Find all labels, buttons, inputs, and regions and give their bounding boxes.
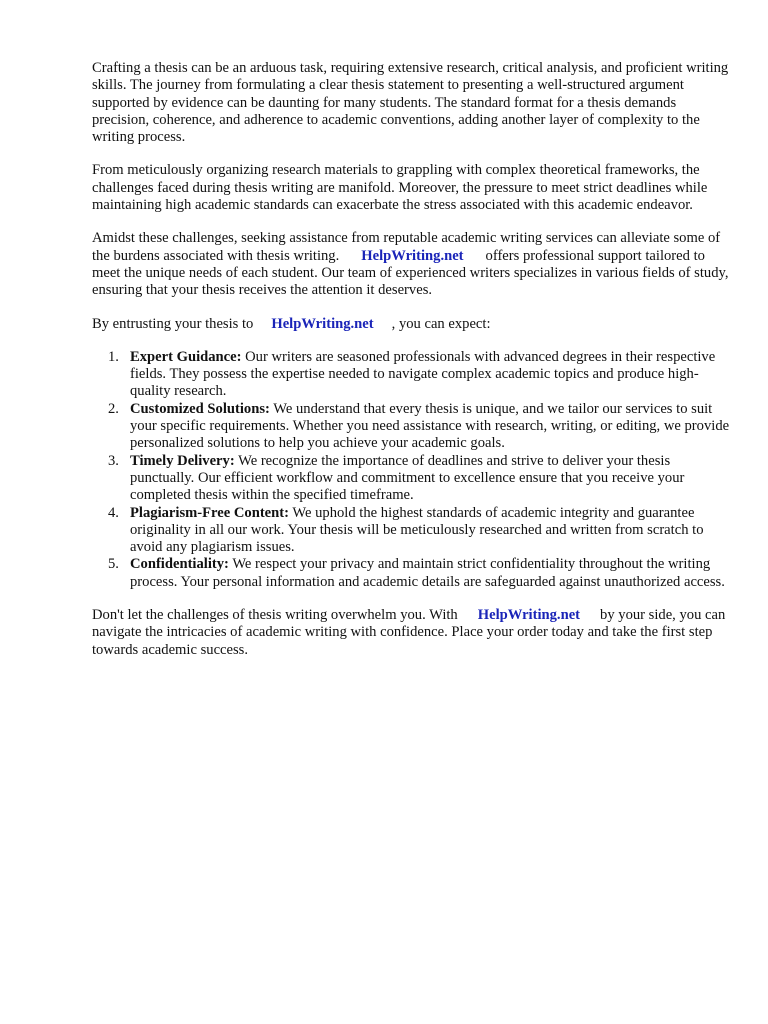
assistance-paragraph	[92, 230, 732, 299]
expect-line	[92, 316, 732, 333]
list-item-label: Plagiarism-Free Content:	[130, 504, 289, 521]
list-item-text: We understand that every thesis is unique, and we tailor our services to suit your specific requirements. Whether you need assistance with research, writing, or editing, we provide personalized solutions to help you achieve your academic goals.	[130, 400, 730, 452]
list-item	[92, 556, 732, 591]
helpwriting-link[interactable]: HelpWriting.net	[477, 607, 581, 624]
paragraph-spacer	[92, 146, 732, 162]
list-item-number: 2.	[108, 400, 119, 417]
paragraph-spacer	[92, 300, 732, 316]
paragraph-spacer	[92, 591, 732, 607]
list-item	[92, 349, 732, 401]
paragraph-spacer	[92, 214, 732, 230]
list-item-label: Timely Delivery:	[130, 452, 235, 469]
list-item	[92, 401, 732, 453]
list-item	[92, 505, 732, 557]
list-item-number: 1.	[108, 348, 119, 365]
assistance-text-before: Amidst these challenges, seeking assistance from reputable academic writing services can alleviate some of the burdens associated with thesis writing.	[92, 230, 721, 264]
list-item-text: We recognize the importance of deadlines and strive to deliver your thesis punctually. Our efficient workflow and commitment to excellence ensure that you receive your completed thesis within the specified timeframe.	[130, 452, 685, 504]
assistance-text-after: offers professional support tailored to meet the unique needs of each student. Our team of experienced writers specializes in various fields of study, ensuring that your thesis receives the attention it deserves.	[92, 247, 729, 299]
list-item	[92, 453, 732, 505]
paragraph-spacer	[92, 333, 732, 349]
expect-text-before: By entrusting your thesis to	[92, 315, 254, 332]
challenges-paragraph: From meticulously organizing research materials to grappling with complex theoretical frameworks, the challenges faced during thesis writing are manifold. Moreover, the pressure to meet strict deadlines while maintaining high academic standards can exacerbate the stress associated with this academic endeavor.	[92, 162, 708, 214]
closing-text-before: Don't let the challenges of thesis writing overwhelm you. With	[92, 607, 458, 624]
expect-text-after: , you can expect:	[391, 315, 491, 332]
list-item-label: Expert Guidance:	[130, 348, 242, 365]
list-item-text: Our writers are seasoned professionals with advanced degrees in their respective fields. They possess the expertise needed to navigate complex academic topics and produce high-quality research.	[130, 348, 716, 400]
closing-text-after: by your side, you can navigate the intricacies of academic writing with confidence. Place your order today and take the first step towards academic success.	[92, 607, 726, 658]
helpwriting-link[interactable]: HelpWriting.net	[271, 315, 374, 332]
closing-paragraph	[92, 607, 732, 659]
document-body	[92, 60, 732, 659]
benefits-list	[92, 349, 732, 591]
list-item-text: We respect your privacy and maintain strict confidentiality throughout the writing process. Your personal information and academic details are safeguarded against unauthorized access.	[130, 556, 725, 590]
list-item-label: Customized Solutions:	[130, 400, 270, 417]
list-item-label: Confidentiality:	[130, 556, 229, 573]
list-item-number: 4.	[108, 504, 119, 521]
intro-paragraph: Crafting a thesis can be an arduous task, requiring extensive research, critical analysis, and proficient writing skills. The journey from formulating a clear thesis statement to presenting a well-structured argument supported by evidence can be daunting for many students. The standard format for a thesis demands precision, coherence, and adherence to academic conventions, adding another layer of complexity to the writing process.	[92, 60, 729, 146]
list-item-number: 5.	[108, 556, 119, 573]
list-item-number: 3.	[108, 452, 119, 469]
list-item-text: We uphold the highest standards of academic integrity and guarantee originality in all our work. Your thesis will be meticulously researched and written from scratch to avoid any plagiarism issues.	[130, 504, 704, 556]
helpwriting-link[interactable]: HelpWriting.net	[361, 247, 464, 264]
